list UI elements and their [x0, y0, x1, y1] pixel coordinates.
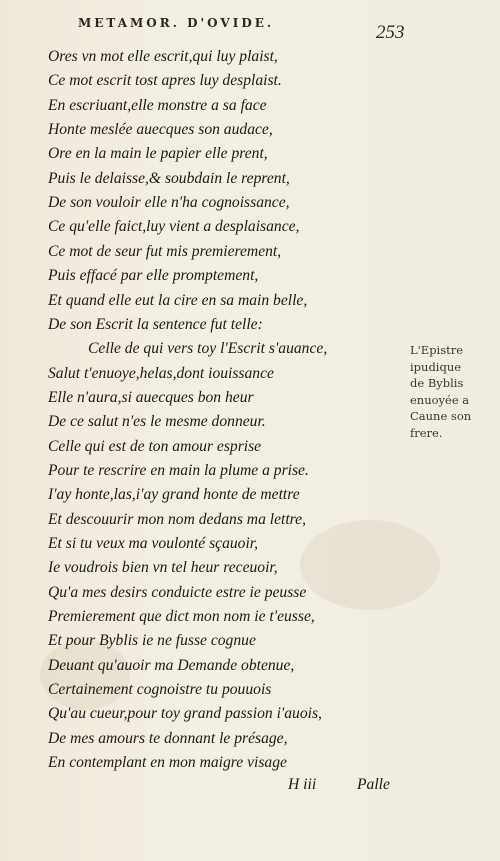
- verse-line: Qu'a mes desirs conduicte estre ie peusse: [48, 583, 307, 601]
- verse-line: Puis effacé par elle promptement,: [48, 267, 259, 285]
- marginal-note-line: de Byblis: [410, 376, 464, 390]
- verse-line: Et quand elle eut la cire en sa main belle,: [48, 291, 308, 309]
- verse-line: Ce qu'elle faict,luy vient a desplaisance,: [48, 218, 300, 236]
- signature-mark: H iii: [288, 776, 317, 793]
- verse-line: Et pour Byblis ie ne fusse cognue: [48, 632, 256, 650]
- page-number: 253: [376, 22, 405, 43]
- verse-line: De ce salut n'es le mesme donneur.: [48, 413, 266, 431]
- verse-line: Qu'au cueur,pour toy grand passion i'auois,: [48, 705, 322, 723]
- verse-line: Celle de qui vers toy l'Escrit s'auance,: [88, 340, 328, 358]
- verse-line: Premierement que dict mon nom ie t'eusse,: [48, 608, 315, 626]
- marginal-note-line: Caune son: [410, 409, 472, 423]
- verse-line: Certainement cognoistre tu pouuois: [48, 681, 272, 699]
- verse-line: Deuant qu'auoir ma Demande obtenue,: [48, 656, 295, 674]
- verse-line: Et descouurir mon nom dedans ma lettre,: [48, 510, 306, 528]
- marginal-note-line: ipudique: [410, 359, 462, 374]
- verse-line: Puis le delaisse,& soubdain le reprent,: [48, 169, 290, 187]
- verse-line: Et si tu veux ma voulonté sçauoir,: [48, 535, 259, 552]
- marginal-note: [410, 342, 498, 441]
- verse-line: En escriuant,elle monstre a sa face: [48, 96, 267, 114]
- verse-line: De son Escrit la sentence fut telle:: [48, 315, 263, 333]
- verse-line: Celle qui est de ton amour esprise: [48, 437, 262, 455]
- verse-line: Ce mot de seur fut mis premierement,: [48, 242, 282, 260]
- verse-line: De mes amours te donnant le présage,: [48, 729, 288, 747]
- verse-line: En contemplant en mon maigre visage: [48, 754, 287, 772]
- verse-line: Pour te rescrire en main la plume a prise.: [48, 461, 309, 479]
- marginal-note-line: frere.: [410, 425, 443, 440]
- verse-line: Elle n'aura,si auecques bon heur: [48, 388, 254, 406]
- marginal-note-line: enuoyée a: [410, 392, 470, 407]
- verse-line: I'ay honte,las,i'ay grand honte de mettre: [48, 486, 300, 504]
- running-title: METAMOR. D'OVIDE.: [78, 16, 275, 30]
- verse-line: Ce mot escrit tost apres luy desplaist.: [48, 72, 282, 90]
- verse-line: Honte meslée auecques son audace,: [48, 121, 273, 139]
- verse-line: Ie voudrois bien vn tel heur receuoir,: [48, 559, 278, 577]
- marginal-note-line: L'Epistre: [410, 343, 464, 357]
- verse-line: Salut t'enuoye,helas,dont iouissance: [48, 364, 274, 382]
- catchword: Palle: [357, 776, 390, 793]
- verse-line: Ores vn mot elle escrit,qui luy plaist,: [48, 48, 278, 65]
- verse-line: Ore en la main le papier elle prent,: [48, 145, 268, 163]
- verse-line: De son vouloir elle n'ha cognoissance,: [48, 194, 290, 212]
